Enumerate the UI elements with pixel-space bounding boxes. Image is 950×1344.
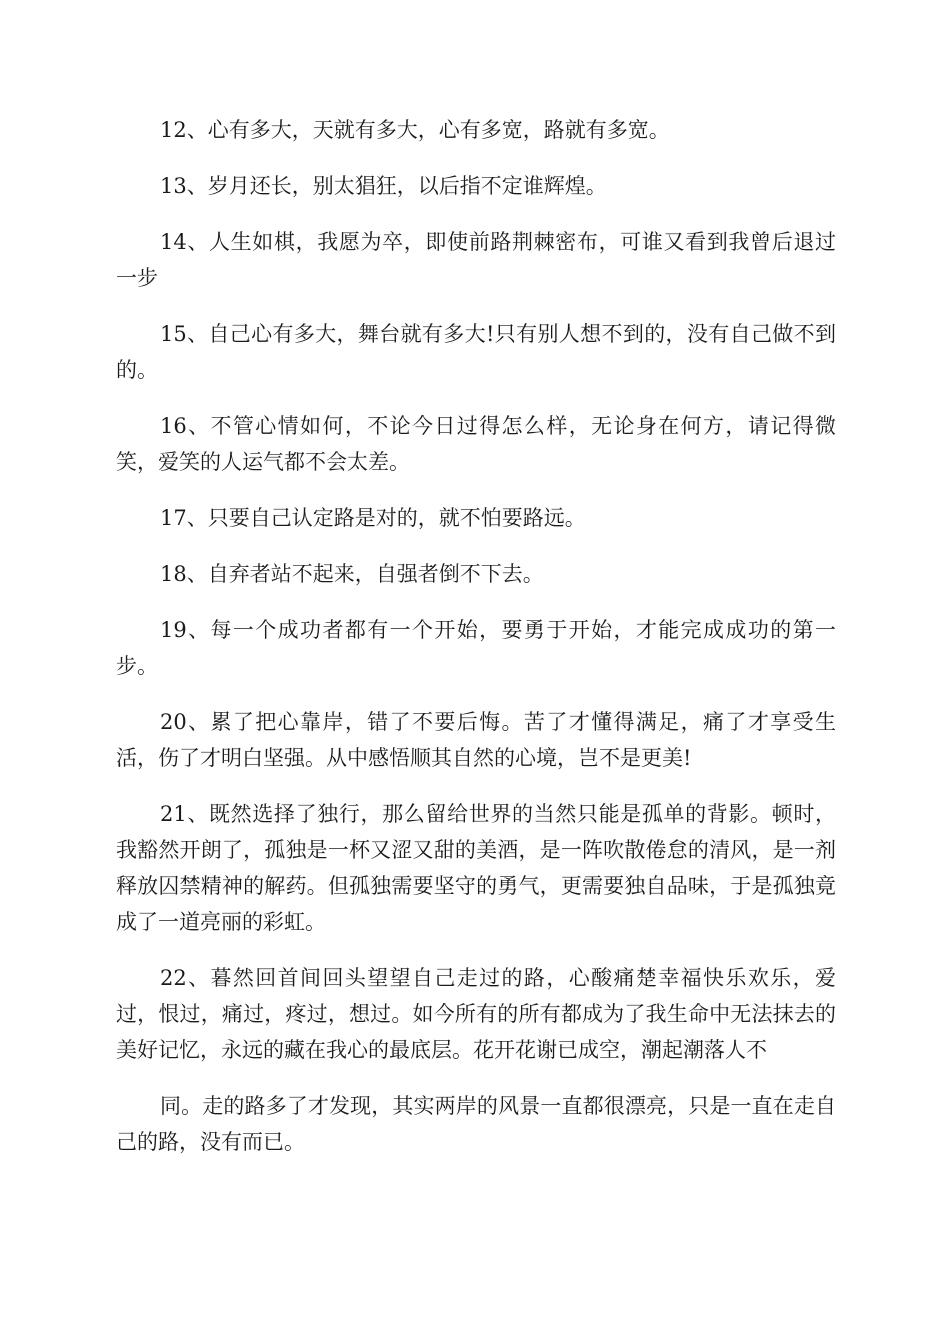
paragraph-22-continued: 同。走的路多了才发现，其实两岸的风景一直都很漂亮，只是一直在走自己的路，没有而已。 — [116, 1094, 836, 1154]
paragraph-17: 17、只要自己认定路是对的，就不怕要路远。 — [160, 506, 586, 530]
paragraph-21: 21、既然选择了独行，那么留给世界的当然只能是孤单的背影。顿时，我豁然开朗了，孤独是一杯又涩又甜的美酒，是一阵吹散倦怠的清风，是一剂释放囚禁精神的解药。但孤独需要坚守的勇气，更需要独自品味，于是孤独竟成了一道亮丽的彩虹。 — [116, 802, 836, 934]
paragraph-19: 19、每一个成功者都有一个开始，要勇于开始，才能完成成功的第一步。 — [116, 618, 836, 678]
paragraph-14: 14、人生如棋，我愿为卒，即使前路荆棘密布，可谁又看到我曾后退过一步 — [116, 230, 836, 290]
paragraph-15: 15、自己心有多大，舞台就有多大!只有别人想不到的，没有自己做不到的。 — [116, 322, 836, 382]
document-body — [116, 112, 836, 1180]
paragraph-16: 16、不管心情如何，不论今日过得怎么样，无论身在何方，请记得微笑，爱笑的人运气都不会太差。 — [116, 414, 836, 474]
paragraph-20: 20、累了把心靠岸，错了不要后悔。苦了才懂得满足，痛了才享受生活，伤了才明白坚强。从中感悟顺其自然的心境，岂不是更美! — [116, 710, 836, 770]
paragraph-13: 13、岁月还长，别太猖狂，以后指不定谁辉煌。 — [160, 174, 607, 198]
paragraph-22: 22、暮然回首间回头望望自己走过的路，心酸痛楚幸福快乐欢乐，爱过，恨过，痛过，疼过，想过。如今所有的所有都成为了我生命中无法抹去的美好记忆，永远的藏在我心的最底层。花开花谢已成空，潮起潮落人不 — [116, 966, 836, 1062]
paragraph-18: 18、自弃者站不起来，自强者倒不下去。 — [160, 562, 544, 586]
paragraph-12: 12、心有多大，天就有多大，心有多宽，路就有多宽。 — [160, 118, 670, 142]
